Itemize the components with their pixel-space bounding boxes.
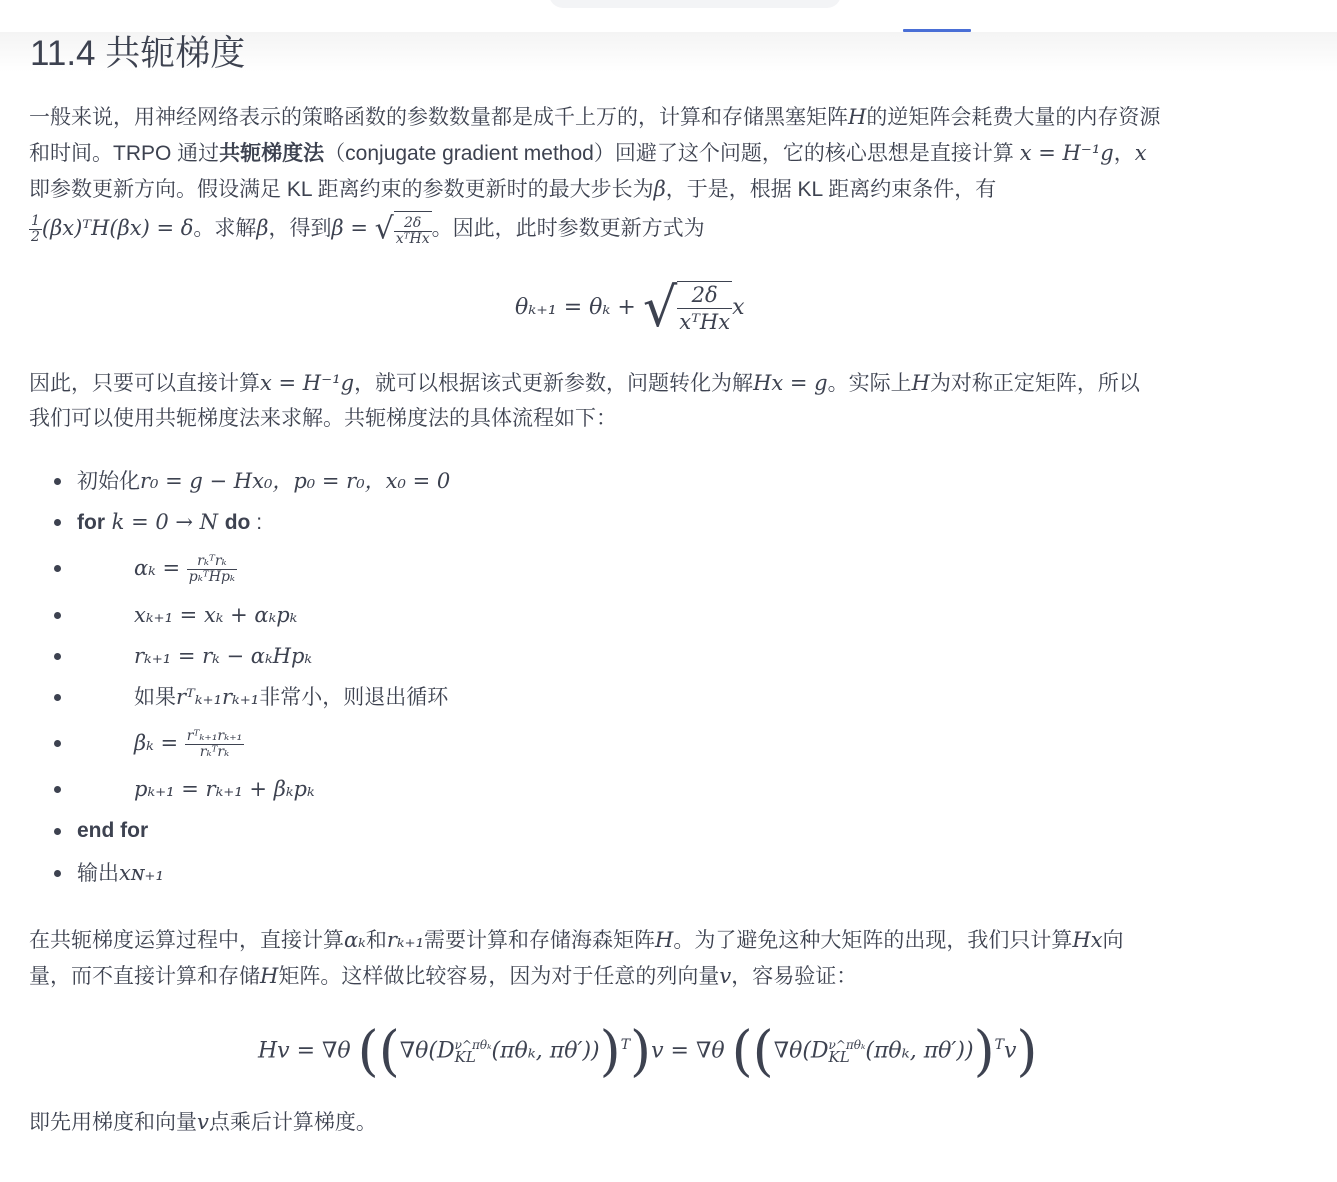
fraction [677,282,732,335]
numerator: 1 [31,212,40,229]
text: 和 [365,929,387,952]
math: pₖ₊₁ = rₖ₊₁ + βₖpₖ [134,777,315,801]
math: v [1003,1038,1017,1064]
math: β [256,216,269,240]
math: r₀ = g − Hx₀，p₀ = r₀，x₀ = 0 [140,469,451,493]
text: 因此，只要可以直接计算 [29,372,260,395]
text: ，于是，根据 KL 距离约束条件，有 [665,178,997,201]
math: x = H⁻¹g [260,371,355,395]
math: (πθₖ, πθ′)) [491,1038,600,1064]
math: Hv = ∇θ [258,1038,358,1064]
transpose: T [994,1037,1004,1053]
denominator: rₖᵀrₖ [199,744,230,760]
paragraph-3-line-2 [29,958,857,995]
section-title: 11.4 共轭梯度 [30,34,246,73]
text: 量，而不直接计算和存储 [29,965,260,988]
text: 。因此，此时参数更新方式为 [431,217,705,240]
active-tab-indicator [903,29,971,32]
text: 和时间。TRPO 通过 [29,142,220,165]
text: 向 [1102,929,1124,952]
numerator: rₖᵀrₖ [187,554,237,570]
math: θₖ₊₁ = θₖ + [515,295,643,320]
paragraph-3-line-1 [29,922,1124,959]
fraction-half [29,214,42,245]
sqrt: √ $\frac{2\delta}{\text{xᵀHx}}$ [642,276,731,339]
keyword: do [224,511,251,534]
subscript: KL [828,1048,850,1067]
text: 。求解 [193,217,257,240]
text: 输出 [77,862,119,885]
numerator: 2δ [394,216,432,232]
math: k = 0 → N [105,510,225,534]
math: (πθₖ, πθ′)) [865,1038,974,1064]
math: x [1134,141,1147,165]
text: 为对称正定矩阵，所以 [929,372,1140,395]
text: ，就可以根据该式更新参数，问题转化为解 [354,372,754,395]
denominator: xᵀHx [395,231,430,248]
fraction [187,554,237,585]
math: xɴ₊₁ [119,861,164,885]
math: xₖ₊₁ = xₖ + αₖpₖ [134,603,298,627]
text: （conjugate gradient method）回避了这个问题，它的核心思想是直接计算 [324,142,1014,165]
math: v = ∇θ [651,1038,732,1064]
keyword: end for [77,819,149,842]
hessian-vector-equation: Hv = ∇θ ((∇θ(D ν^πθₖ KL (πθₖ, πθ′)))$^T$)v = ∇θ ((∇θ(D ν^πθₖ KL (πθₖ, πθ′)))$^T$v) [258,1019,1038,1083]
text: 。为了避免这种大矩阵的出现，我们只计算 [673,929,1073,952]
text: 如果 [134,686,176,709]
text: 需要计算和存储海森矩阵 [424,929,656,952]
text: : [250,511,263,534]
sqrt: √ $\frac{2\delta}{\text{xᵀHx}}$ [374,211,430,248]
math: v [719,964,732,988]
paragraph-1-line-1 [29,99,1160,136]
math: x [732,295,745,320]
text: 即先用梯度和向量 [29,1111,197,1134]
math: αₖ = [134,556,187,580]
math: x = H⁻¹g [1019,141,1114,165]
math: β = [331,216,375,240]
math: β [653,177,666,201]
denominator: pₖᵀHpₖ [188,569,236,585]
math: αₖ [344,928,366,952]
math: Hx [1072,928,1103,952]
paragraph-1-line-4 [29,210,705,248]
denominator: xᵀHx [679,309,731,334]
math: rᵀₖ₊₁rₖ₊₁ [176,685,260,709]
text: ， [1113,142,1135,165]
math: ∇θ(D [399,1038,455,1064]
update-equation [515,276,744,339]
bold-term: 共轭梯度法 [219,142,325,165]
superscript: ν^πθₖ [454,1038,492,1053]
math: v [197,1110,209,1134]
text: 初始化 [77,470,140,493]
paragraph-1-line-3 [29,171,996,208]
math: Hx = g [753,371,828,395]
subscript: KL [454,1048,476,1067]
search-box[interactable] [549,0,841,8]
denominator: 2 [31,228,40,245]
math: H [260,964,279,988]
math: H [911,371,930,395]
math: rₖ₊₁ [386,928,425,952]
text: 即参数更新方向。假设满足 KL 距离约束的参数更新时的最大步长为 [29,178,654,201]
fraction [185,729,244,760]
math: ∇θ(D [773,1038,829,1064]
fraction [394,216,432,247]
math: rₖ₊₁ = rₖ − αₖHpₖ [134,644,313,668]
superscript: ν^πθₖ [828,1038,866,1053]
keyword: for [77,511,105,534]
text: 一般来说，用神经网络表示的策略函数的参数数量都是成千上万的，计算和存储黑塞矩阵 [29,106,848,129]
math: H [848,105,867,129]
text: 点乘后计算梯度。 [208,1111,377,1134]
paragraph-4 [29,1104,377,1141]
text: ，得到 [268,217,332,240]
text: 非常小，则退出循环 [259,686,449,709]
text: 的逆矩阵会耗费大量的内存资源 [866,106,1161,129]
text: ，容易验证： [731,965,858,988]
paragraph-1-line-2 [29,135,1147,172]
text: 。实际上 [827,372,912,395]
numerator: 2δ [677,282,732,309]
paragraph-2-line-1 [29,365,1140,402]
math: (βx)ᵀH(βx) = δ [41,216,194,240]
paragraph-2-line-2: 我们可以使用共轭梯度法来求解。共轭梯度法的具体流程如下： [29,407,617,430]
text: 在共轭梯度运算过程中，直接计算 [29,929,344,952]
math: H [655,928,674,952]
transpose: T [620,1037,631,1053]
text: 矩阵。这样做比较容易，因为对于任意的列向量 [278,965,720,988]
math: βₖ = [134,731,185,755]
numerator: rᵀₖ₊₁rₖ₊₁ [186,728,243,744]
